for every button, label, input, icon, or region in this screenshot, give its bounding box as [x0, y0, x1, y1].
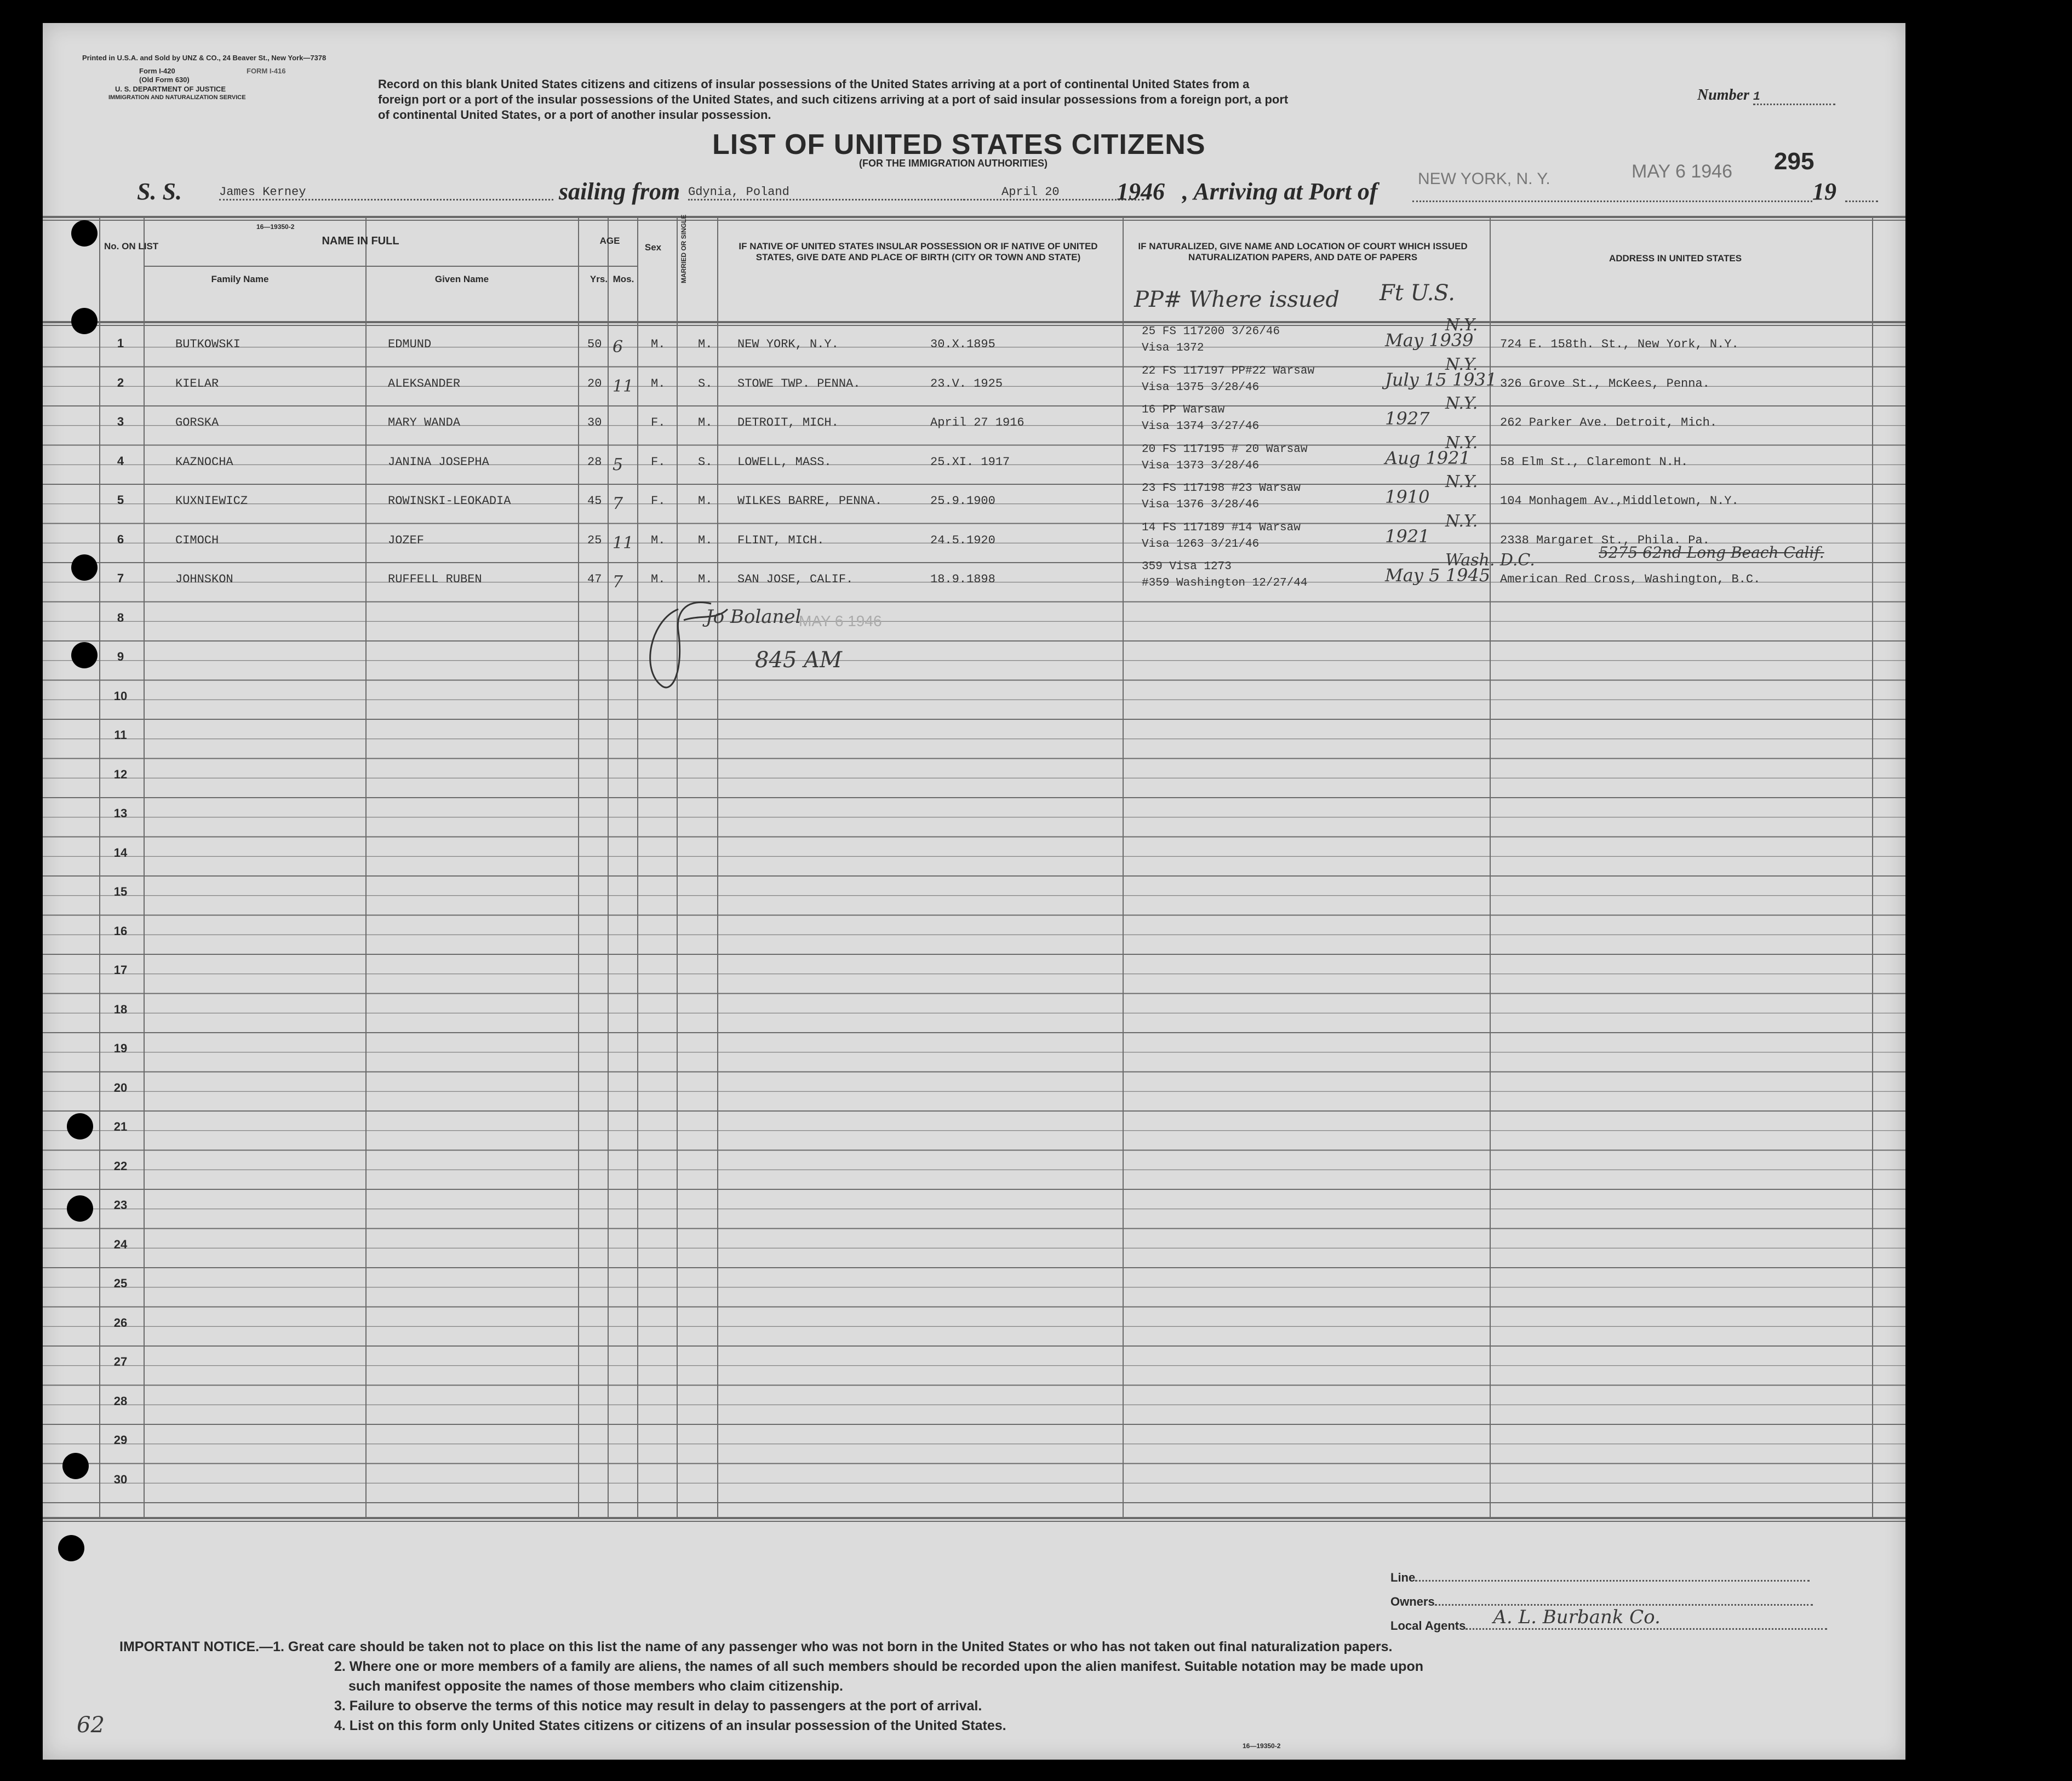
punch-hole: [62, 1453, 89, 1479]
naturalization-line-2: Visa 1372: [1142, 342, 1204, 354]
address: 104 Monhagem Av.,Middletown, N.Y.: [1500, 494, 1739, 508]
birth-date: 30.X.1895: [930, 337, 995, 351]
given-name: EDMUND: [388, 337, 432, 351]
agents-field: [1390, 1606, 1827, 1633]
age-months: 11: [613, 376, 634, 396]
important-notice: [119, 1637, 1392, 1657]
header-no: No. ON LIST: [104, 241, 159, 251]
naturalization-hand-date: 1910: [1385, 486, 1430, 507]
naturalization-hand-date: May 1939: [1385, 330, 1474, 351]
address: American Red Cross, Washington, B.C.: [1500, 572, 1761, 586]
footer-code: 16—19350-2: [1243, 1742, 1281, 1750]
punch-hole: [71, 220, 98, 247]
header-mos: Mos.: [613, 274, 634, 284]
sex: M.: [651, 572, 666, 586]
age-months: 7: [613, 494, 623, 513]
age-months: 5: [613, 455, 623, 474]
row-number: 14: [113, 845, 128, 860]
agents-underline: [1466, 1606, 1827, 1630]
age-years: 20: [587, 376, 602, 391]
birth-place: STOWE TWP. PENNA.: [737, 376, 861, 391]
birth-place: NEW YORK, N.Y.: [737, 337, 839, 351]
row-number: 7: [117, 571, 124, 585]
header-given: Given Name: [434, 274, 489, 284]
page-subtitle: (FOR THE IMMIGRATION AUTHORITIES): [859, 158, 1048, 169]
naturalization-hand-place: N.Y.: [1445, 394, 1478, 413]
sailing-label: sailing from: [559, 178, 680, 205]
dept-line1: U. S. DEPARTMENT OF JUSTICE: [115, 85, 226, 93]
line-field: [1390, 1570, 1810, 1585]
naturalization-hand-place: N.Y.: [1445, 511, 1478, 531]
address: 724 E. 158th. St., New York, N.Y.: [1500, 337, 1739, 351]
given-name: JOZEF: [388, 533, 425, 547]
form-top-right: FORM I-416: [247, 67, 286, 75]
family-name: BUTKOWSKI: [175, 337, 241, 351]
notice-title: IMPORTANT NOTICE.: [119, 1639, 260, 1654]
age-years: 45: [587, 494, 602, 508]
naturalization-hand-date: 1927: [1385, 408, 1430, 429]
row-number: 1: [117, 336, 124, 350]
naturalization-line-1: 25 FS 117200 3/26/46: [1142, 325, 1280, 338]
row-number: 19: [113, 1041, 128, 1055]
naturalization-line-1: 359 Visa 1273: [1142, 560, 1232, 573]
age-years: 25: [587, 533, 602, 547]
age-years: 50: [587, 337, 602, 351]
header-sex: Sex: [644, 242, 662, 253]
marital-status: M.: [698, 494, 713, 508]
instruction-line: foreign port or a port of the insular possessions of the United States, and such citizens arriving at a port of said insular possessions from a foreign port, a port: [378, 93, 1289, 106]
corner-mark: 62: [77, 1713, 105, 1738]
notice-2: 2. Where one or more members of a family are aliens, the names of all such members should be recorded upon the alien manifest. Suitable notation may be made upon: [334, 1659, 1423, 1674]
row-number: 15: [113, 885, 128, 898]
number-label: Number: [1697, 87, 1749, 104]
owners-label: Owners: [1390, 1595, 1435, 1608]
address: 262 Parker Ave. Detroit, Mich.: [1500, 416, 1718, 429]
age-months: 7: [613, 572, 623, 592]
row-number: 29: [113, 1433, 128, 1447]
row-number: 27: [113, 1355, 128, 1368]
sex: M.: [651, 337, 666, 351]
marital-status: S.: [698, 376, 713, 391]
punch-hole: [67, 1195, 93, 1222]
naturalization-hand-place: N.Y.: [1445, 354, 1478, 374]
row-number: 28: [113, 1394, 128, 1408]
age-years: 28: [587, 455, 602, 469]
year-suffix: 19: [1812, 178, 1836, 205]
old-form: (Old Form 630): [139, 76, 190, 84]
given-name: RUFFELL RUBEN: [388, 572, 482, 586]
naturalization-hand-place: N.Y.: [1445, 472, 1478, 491]
naturalization-hand-date: July 15 1931: [1385, 369, 1497, 390]
pp-header-hand: PP# Where issued: [1134, 287, 1340, 312]
header-age: AGE: [599, 236, 620, 246]
row-number: 3: [117, 415, 124, 428]
birth-place: SAN JOSE, CALIF.: [737, 572, 854, 586]
row-number: 20: [113, 1080, 128, 1095]
family-name: KAZNOCHA: [175, 455, 233, 469]
sex: F.: [651, 416, 666, 429]
printer-line: Printed in U.S.A. and Sold by UNZ & CO., 24 Beaver St., New York—7378: [82, 54, 327, 62]
page-title: LIST OF UNITED STATES CITIZENS: [712, 129, 1206, 161]
punch-hole: [71, 642, 98, 668]
row-number: 6: [117, 532, 124, 546]
notice-1: —1. Great care should be taken not to place on this list the name of any passenger who was not born in the United States or who has not taken out final naturalization papers.: [259, 1639, 1393, 1654]
birth-date: April 27 1916: [930, 416, 1024, 429]
row-number: 16: [113, 924, 128, 938]
header-birth: IF NATIVE OF UNITED STATES INSULAR POSSESSION OR IF NATIVE OF UNITED STATES, GIVE DATE AND PLACE OF BIRTH (CITY OR TOWN AND STATE): [739, 241, 1098, 262]
age-years: 30: [587, 416, 602, 429]
form-code: 16—19350-2: [256, 223, 295, 231]
family-name: KIELAR: [175, 376, 219, 391]
sex: F.: [651, 455, 666, 469]
birth-date: 23.V. 1925: [930, 376, 1003, 391]
notice-4: 4. List on this form only United States citizens or citizens of an insular possession of the United States.: [334, 1718, 1006, 1733]
birth-date: 18.9.1898: [930, 572, 995, 586]
marital-status: M.: [698, 533, 713, 547]
port-stamp: NEW YORK, N. Y.: [1418, 170, 1550, 188]
address6-note: 5275 62nd Long Beach Calif.: [1599, 543, 1824, 562]
naturalization-hand-place: N.Y.: [1445, 433, 1478, 453]
age-months: 11: [613, 533, 634, 553]
naturalization-line-2: Visa 1375 3/28/46: [1142, 381, 1260, 394]
header-naturalized: IF NATURALIZED, GIVE NAME AND LOCATION OF COURT WHICH ISSUED NATURALIZATION PAPERS, AND DATE OF PAPERS: [1138, 241, 1468, 262]
punch-hole: [67, 1113, 93, 1139]
given-name: ROWINSKI-LEOKADIA: [388, 494, 511, 508]
manifest-sheet: [43, 23, 1905, 1760]
instruction-line: Record on this blank United States citizens and citizens of insular possessions of the United States arriving at a port of continental United States from a: [378, 77, 1250, 91]
inspector-signature: Jo Bolanel: [706, 606, 802, 628]
punch-hole: [71, 308, 98, 334]
owners-underline: [1435, 1594, 1813, 1606]
given-name: MARY WANDA: [388, 416, 461, 429]
row-number: 4: [117, 454, 124, 468]
naturalization-line-1: 23 FS 117198 #23 Warsaw: [1142, 482, 1301, 495]
row-number: 18: [113, 1002, 128, 1016]
naturalization-line-2: Visa 1374 3/27/46: [1142, 420, 1260, 433]
time-written: 845 AM: [755, 648, 842, 673]
naturalization-hand-place: N.Y.: [1445, 316, 1478, 335]
row-number: 2: [117, 375, 124, 390]
notice-list: [334, 1657, 1423, 1736]
sex: M.: [651, 533, 666, 547]
family-name: KUXNIEWICZ: [175, 494, 248, 508]
birth-place: FLINT, MICH.: [737, 533, 825, 547]
family-name: JOHNSKON: [175, 572, 233, 586]
row-number: 11: [114, 728, 127, 742]
sailing-year: 1946: [1117, 178, 1165, 205]
sailing-date: April 20: [963, 185, 1144, 201]
header-name-in-full: NAME IN FULL: [322, 235, 399, 247]
row-number: 24: [113, 1237, 128, 1251]
marital-status: S.: [698, 455, 713, 469]
birth-date: 25.XI. 1917: [930, 455, 1010, 469]
ship-name: James Kerney: [219, 185, 553, 201]
sex: M.: [651, 376, 666, 391]
row-number: 9: [117, 650, 124, 663]
birth-place: LOWELL, MASS.: [737, 455, 832, 469]
age-years: 47: [587, 572, 602, 586]
header-married: MARRIED OR SINGLE: [680, 214, 688, 283]
naturalization-line-1: 14 FS 117189 #14 Warsaw: [1142, 521, 1301, 534]
page-number: 295: [1774, 148, 1815, 175]
agents-label: Local Agents: [1390, 1619, 1466, 1633]
header-family: Family Name: [211, 274, 269, 284]
naturalization-line-1: 22 FS 117197 PP#22 Warsaw: [1142, 364, 1315, 377]
given-name: ALEKSANDER: [388, 376, 461, 391]
row-number: 30: [113, 1472, 128, 1486]
row-number: 25: [113, 1276, 128, 1290]
line-underline: [1415, 1570, 1810, 1582]
naturalization-hand-date: 1921: [1385, 525, 1430, 547]
naturalization-line-1: 16 PP Warsaw: [1142, 404, 1225, 416]
ss-label: S. S.: [137, 178, 182, 205]
marital-status: M.: [698, 416, 713, 429]
row-number: 5: [117, 493, 124, 507]
address: 58 Elm St., Claremont N.H.: [1500, 455, 1688, 469]
row-number: 22: [113, 1159, 128, 1173]
address: 2338 Margaret St., Phila. Pa.: [1500, 533, 1710, 547]
family-name: CIMOCH: [175, 533, 219, 547]
birth-date: 24.5.1920: [930, 533, 995, 547]
agents-value: A. L. Burbank Co.: [1493, 1606, 1661, 1628]
family-name: GORSKA: [175, 416, 219, 429]
instruction-line: of continental United States, or a port of another insular possession.: [378, 108, 771, 122]
naturalization-line-2: Visa 1263 3/21/46: [1142, 537, 1260, 551]
arrival-date-stamp: MAY 6 1946: [1632, 161, 1732, 182]
naturalization-line-2: Visa 1373 3/28/46: [1142, 459, 1260, 472]
row-number: 13: [113, 806, 128, 820]
birth-place: WILKES BARRE, PENNA.: [737, 494, 883, 508]
row-number: 23: [113, 1198, 128, 1212]
notice-2b: such manifest opposite the names of those members who claim citizenship.: [348, 1679, 843, 1694]
header-yrs: Yrs.: [589, 274, 608, 284]
number-value: 1: [1753, 90, 1835, 105]
birth-place: DETROIT, MICH.: [737, 416, 839, 429]
row-number: 12: [113, 767, 128, 781]
naturalization-line-2: #359 Washington 12/27/44: [1142, 577, 1308, 589]
row-number: 21: [113, 1120, 128, 1133]
marital-status: M.: [698, 337, 713, 351]
dept-line2: IMMIGRATION AND NATURALIZATION SERVICE: [108, 94, 246, 101]
row-number: 8: [117, 610, 124, 625]
naturalization-hand-date: Aug 1921: [1385, 447, 1470, 468]
form-number: Form I-420: [139, 67, 175, 75]
row-number: 10: [113, 689, 128, 703]
marital-status: M.: [698, 572, 713, 586]
row-number: 17: [113, 963, 128, 977]
arriving-label: , Arriving at Port of: [1182, 178, 1378, 205]
address: 326 Grove St., McKees, Penna.: [1500, 376, 1710, 391]
signature-date-stamp: MAY 6 1946: [799, 612, 882, 629]
sailing-from: Gdynia, Poland: [688, 185, 1001, 201]
age-months: 6: [613, 337, 623, 357]
sex: F.: [651, 494, 666, 508]
notice-3: 3. Failure to observe the terms of this notice may result in delay to passengers at the port of arrival.: [334, 1698, 982, 1714]
naturalization-hand-place: Wash. D.C.: [1445, 551, 1535, 570]
line-label: Line: [1390, 1571, 1416, 1584]
naturalization-line-1: 20 FS 117195 # 20 Warsaw: [1142, 443, 1308, 456]
naturalization-hand-date: May 5 1945: [1385, 565, 1491, 586]
given-name: JANINA JOSEPHA: [388, 455, 489, 469]
punch-hole: [71, 554, 98, 581]
birth-date: 25.9.1900: [930, 494, 995, 508]
naturalization-line-2: Visa 1376 3/28/46: [1142, 499, 1260, 511]
signature-mark: [629, 587, 733, 697]
header-address: ADDRESS IN UNITED STATES: [1609, 253, 1742, 264]
punch-hole: [58, 1535, 84, 1561]
hand-usa: Ft U.S.: [1380, 280, 1455, 306]
row-number: 26: [113, 1315, 128, 1330]
